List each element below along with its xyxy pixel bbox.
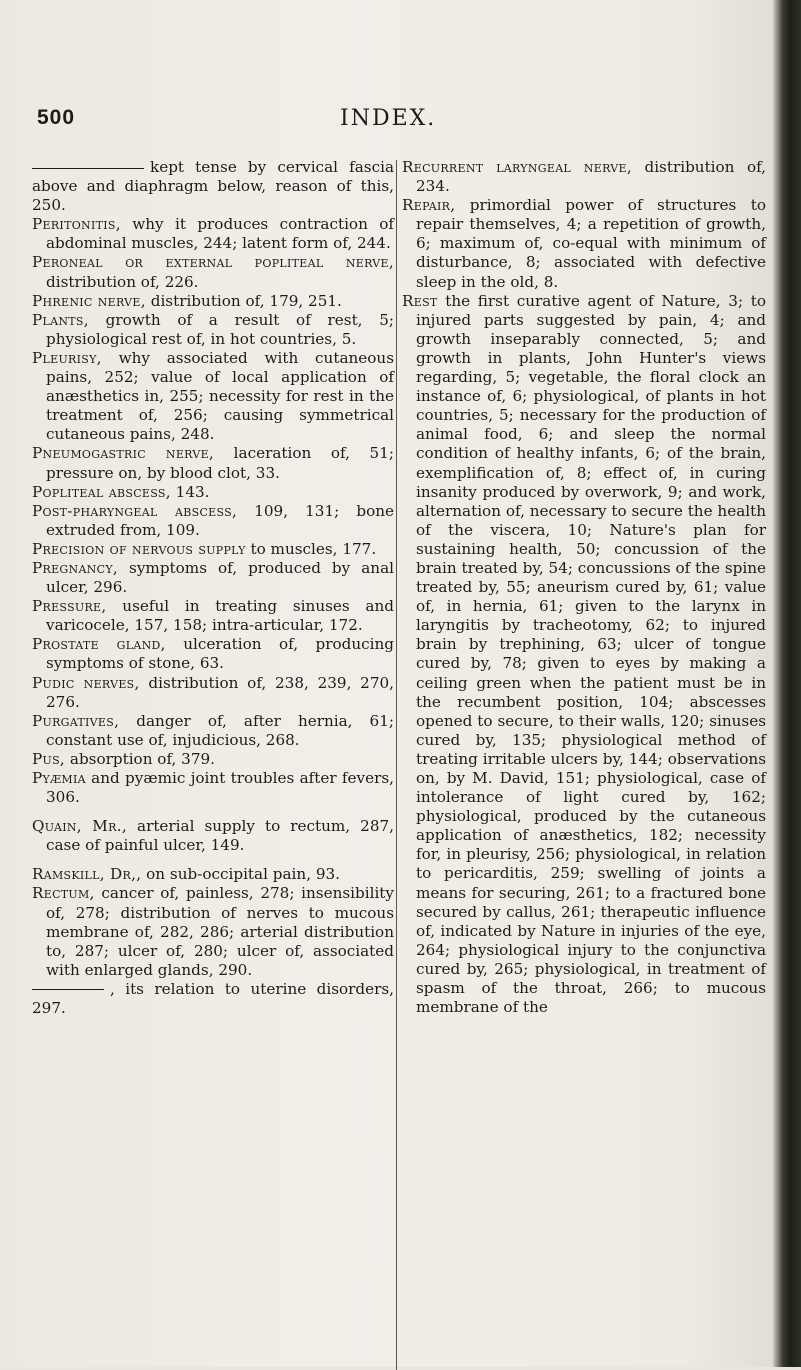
entry-heading: Popliteal abscess,: [32, 482, 171, 501]
index-entry: [32, 597, 394, 635]
entry-heading: Pregnancy,: [32, 558, 119, 577]
entry-text: symptoms of, produced by anal ulcer, 296.: [46, 558, 394, 597]
entry-text: useful in treating sinuses and varicocele, 157, 158; intra-articular, 172.: [46, 597, 394, 635]
index-entry: [32, 540, 394, 559]
index-entry: [32, 865, 394, 884]
entry-heading: Precision of nervous supply: [32, 539, 246, 558]
entry-heading: Pneumogastric nerve,: [32, 444, 215, 463]
entry-heading: Pudic nerves,: [32, 673, 140, 692]
entry-heading: Pus,: [32, 749, 66, 768]
entry-heading: Pleurisy,: [32, 348, 102, 367]
entry-text: 109, 131; bone extruded from, 109.: [46, 501, 394, 539]
index-entry: [32, 884, 394, 979]
page-edge: [773, 0, 801, 1367]
entry-heading: Ramskill, Dr,,: [32, 865, 142, 884]
page-number: 500: [37, 106, 76, 129]
entry-text: arterial supply to rectum, 287, case of painful ulcer, 149.: [46, 817, 394, 855]
index-entry: [32, 817, 394, 855]
entry-heading: Pyæmia: [32, 769, 86, 787]
entry-heading: Rest: [402, 291, 438, 310]
entry-heading: Pressure,: [32, 597, 107, 616]
index-entry: [32, 444, 394, 482]
entry-text: on sub-occipital pain, 93.: [141, 865, 340, 884]
entry-text: growth of a result of rest, 5; physiological rest of, in hot countries, 5.: [46, 310, 394, 348]
index-entry: [32, 635, 394, 673]
entry-heading: Post-pharyngeal abscess,: [32, 501, 238, 520]
entry-text: cancer of, painless, 278; insensibility of, 278; distribution of nerves to mucous membrane of, 282, 286; arterial distribution to, 287; ulcer of, 280; ulcer of, associated with enlarged glands, 290.: [46, 884, 394, 979]
index-entry: [32, 215, 394, 253]
index-entry: [32, 253, 394, 291]
page-header: [0, 106, 801, 136]
entry-heading: Recurrent laryngeal nerve,: [402, 158, 632, 176]
index-entry: [32, 750, 394, 769]
entry-heading: Phrenic nerve,: [32, 291, 146, 310]
entry-heading: Prostate gland,: [32, 635, 166, 654]
entry-heading: Peritonitis,: [32, 215, 121, 234]
entry-text: why it produces contraction of abdominal muscles, 244; latent form of, 244.: [46, 215, 394, 253]
left-column: [32, 158, 394, 1018]
right-column: [402, 158, 766, 1017]
index-entry: [32, 559, 394, 597]
ditto-rule: [32, 168, 144, 169]
entry-text: 143.: [170, 482, 210, 501]
entry-text: distribution of, 226.: [46, 272, 199, 291]
index-entry: [32, 292, 394, 311]
entry-heading: Rectum,: [32, 884, 95, 903]
index-entry: [32, 712, 394, 750]
entry-text: distribution of, 238, 239, 270, 276.: [46, 673, 394, 711]
entry-text: distribution of, 179, 251.: [145, 291, 342, 310]
entry-heading: Quain, Mr.,: [32, 817, 127, 836]
entry-heading: Repair,: [402, 196, 456, 215]
running-head: INDEX.: [340, 106, 437, 131]
index-entry: [32, 349, 394, 444]
index-entry: [32, 674, 394, 712]
entry-heading: Plants,: [32, 310, 89, 329]
index-entry: [32, 769, 394, 807]
index-entry: [32, 980, 394, 1018]
index-entry: [32, 158, 394, 215]
entry-text: the first curative agent of Nature, 3; to injured parts suggested by pain, 4; and growth inseparably connected, 5; and growth in plants, John Hunter's views regarding, 5; vegetable, the floral clock an instance of, 6; physiological, of plants in hot countries, 5; necessary for the production of animal food, 6; and sleep the normal condition of healthy infants, 6; of the brain, exemplification of, 8; effect of, in curing insanity produced by overwork, 9; and work, alternation of, necessary to secure the health of the viscera, 10; Nature's plan for sustaining health, 50; concussion of the brain treated by, 54; concussions of the spine treated by, 55; aneurism cured by, 61; value of, in hernia, 61; given to the larynx in laryngitis by tracheotomy, 62; to injured brain by trephining, 63; ulcer of tongue cured by, 78; given to eyes by making a ceiling green when the patient must be in the recumbent position, 104; abscesses opened to secure, to their walls, 120; sinuses cured by, 135; physiological method of treating irritable ulcers by, 144; observations on, by M. David, 151; physiological, case of intolerance of light cured by, 162; physiological, produced by the cutaneous application of anæsthetics, 182; necessity for, in pleurisy, 256; physiological, in relation to pericarditis, 259; swelling of joints a means for securing, 261; to a fractured bone secured by callus, 261; therapeutic influence of, indicated by Nature in injuries of the eye, 264; physiological injury to the conjunctiva cured by, 265; physiological, in treatment of spasm of the throat, 266; to mucous membrane of the: [416, 291, 766, 1017]
column-divider: [396, 160, 397, 1370]
entry-heading: Purgatives,: [32, 711, 120, 730]
index-entry: [402, 292, 766, 1018]
index-entry: [402, 196, 766, 291]
entry-text: to muscles, 177.: [245, 539, 377, 558]
index-entry: [402, 158, 766, 196]
entry-text: absorption of, 379.: [65, 749, 215, 768]
entry-text: and pyæmic joint troubles after fevers, 306.: [46, 769, 394, 807]
index-entry: [32, 311, 394, 349]
entry-text: kept tense by cervical fascia above and diaphragm below, reason of this, 250.: [32, 158, 394, 215]
index-entry: [32, 502, 394, 540]
entry-text: , its relation to uterine disorders, 297.: [32, 979, 394, 1018]
entry-text: danger of, after hernia, 61; constant use of, injudicious, 268.: [46, 711, 394, 749]
entry-text: distribution of, 234.: [416, 158, 766, 196]
entry-text: laceration of, 51; pressure on, by blood clot, 33.: [46, 444, 394, 482]
index-entry: [32, 483, 394, 502]
ditto-rule: [32, 989, 104, 990]
entry-text: why associated with cutaneous pains, 252; value of local application of anæsthetics in, 255; necessity for rest in the treatment of, 256; causing symmetrical cutaneous pains, 248.: [46, 348, 394, 444]
entry-text: primordial power of structures to repair themselves, 4; a repetition of growth, 6; maximum of, co-equal with minimum of disturbance, 8; associated with defective sleep in the old, 8.: [416, 196, 766, 291]
entry-text: ulceration of, producing symptoms of stone, 63.: [46, 635, 394, 673]
entry-heading: Peroneal or external popliteal nerve,: [32, 253, 394, 272]
